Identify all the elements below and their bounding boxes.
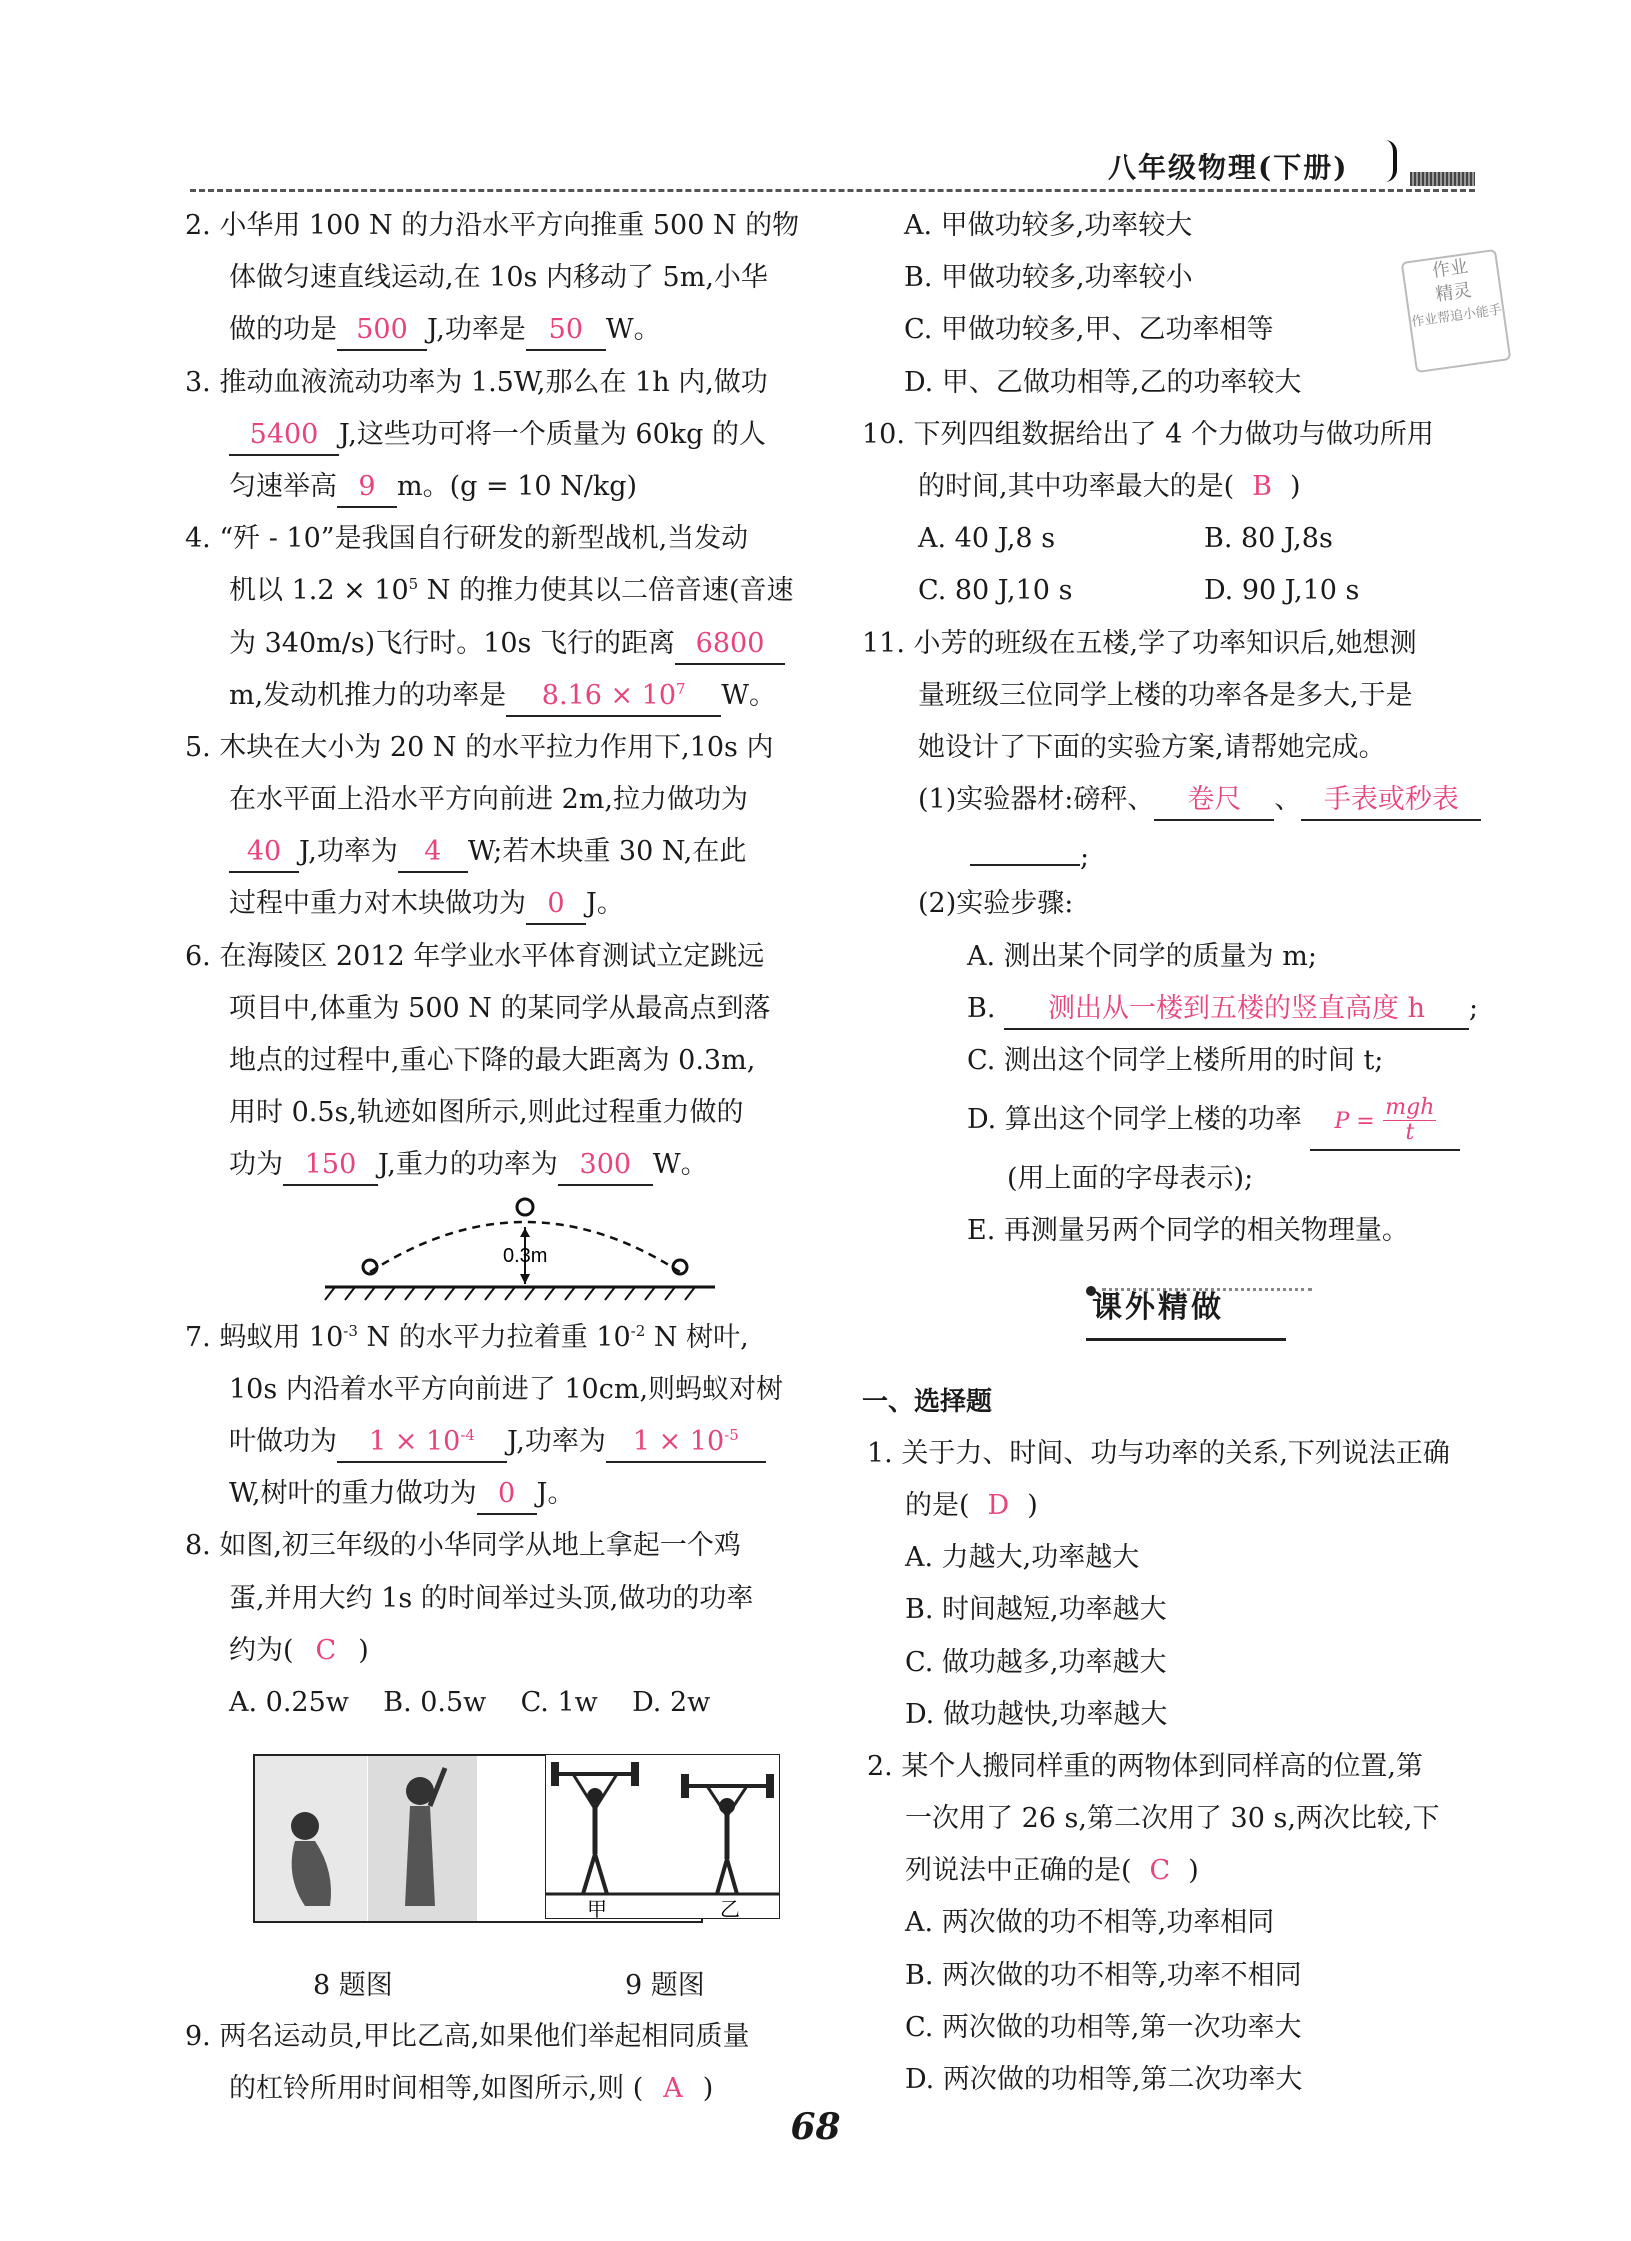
- text: W,树叶的重力做功为: [229, 1478, 477, 1510]
- answer-choice: C: [1149, 1855, 1171, 1887]
- label-jia: 甲: [587, 1897, 607, 1920]
- q10-options-row: [862, 565, 1492, 617]
- answer-blank: 卷尺: [1154, 781, 1274, 821]
- q9-option: D. 甲、乙做功相等,乙的功率较大: [904, 366, 1302, 398]
- stamp-line: 精灵: [1434, 279, 1473, 306]
- header-bracket: [1383, 140, 1397, 182]
- text: D. 算出这个同学上楼的功率: [967, 1104, 1302, 1136]
- text: J,功率为: [507, 1425, 606, 1457]
- figure-8-caption: 8 题图: [313, 1970, 393, 2002]
- option: C. 80 J,10 s: [918, 575, 1073, 607]
- q9-option: C. 甲做功较多,甲、乙功率相等: [904, 314, 1274, 346]
- text: 约为(: [229, 1634, 294, 1666]
- text: J,重力的功率为: [378, 1149, 558, 1181]
- text: J,这些功可将一个质量为 60kg 的人: [339, 418, 766, 450]
- p1-option: B. 两次做的功不相等,功率不相同: [905, 1959, 1302, 1991]
- q9-option: B. 甲做功较多,功率较小: [904, 262, 1193, 294]
- text: 9. 两名运动员,甲比乙高,如果他们举起相同质量: [185, 2021, 750, 2053]
- q7-line: [185, 1416, 825, 1468]
- p1-option: C. 做功越多,功率越大: [905, 1646, 1167, 1678]
- text: 列说法中正确的是(: [905, 1855, 1132, 1887]
- text: N 的水平力拉着重 10: [357, 1321, 631, 1353]
- p1-option: B. 时间越短,功率越大: [905, 1594, 1167, 1626]
- text: 2. 小华用 100 N 的力沿水平方向推重 500 N 的物: [185, 210, 800, 241]
- superscript: -5: [724, 1425, 739, 1444]
- answer-blank: 500: [337, 311, 427, 351]
- p1-option: A. 力越大,功率越大: [905, 1542, 1140, 1574]
- weightlifters-illustration: [545, 1754, 780, 1919]
- answer-blank: 4: [398, 833, 468, 873]
- option: D. 90 J,10 s: [1204, 575, 1360, 607]
- figure-9-image: [545, 1754, 780, 1919]
- part-heading: 一、选择题: [862, 1386, 993, 1417]
- text: 6. 在海陵区 2012 年学业水平体育测试立定跳远: [185, 940, 765, 972]
- p1-line: 一次用了 26 s,第二次用了 30 s,两次比较,下: [905, 1803, 1440, 1835]
- q4-line: [185, 513, 825, 565]
- text: 11. 小芳的班级在五楼,学了功率知识后,她想测: [862, 627, 1417, 659]
- answer-formula: [1310, 1091, 1460, 1151]
- q8-line: [185, 1520, 825, 1572]
- q5-line: [185, 774, 825, 826]
- text: 做的功是: [229, 314, 337, 346]
- q4-line: [185, 565, 825, 617]
- answer-choice: C: [315, 1634, 337, 1666]
- text: J,功率为: [299, 836, 398, 868]
- q7-line: [185, 1468, 825, 1520]
- superscript: 7: [676, 679, 686, 698]
- p1-option: D. 两次做的功相等,第二次功率大: [905, 2064, 1303, 2095]
- text: 用时 0.5s,轨迹如图所示,则此过程重力做的: [229, 1097, 744, 1129]
- superscript: -3: [343, 1321, 358, 1340]
- answer-text: 1 × 10: [369, 1425, 461, 1457]
- answer-text: 8.16 × 10: [541, 679, 677, 711]
- text: 10. 下列四组数据给出了 4 个力做功与做功所用: [862, 418, 1434, 450]
- text: ): [702, 2073, 714, 2105]
- text: N 树叶,: [645, 1321, 749, 1353]
- q8-line: [185, 1573, 825, 1625]
- text: m。(g = 10 N/kg): [397, 470, 638, 502]
- q3-line: [185, 461, 825, 513]
- q7-line: [185, 1364, 825, 1416]
- text: 的是(: [905, 1489, 970, 1521]
- q10-line: [862, 409, 1492, 461]
- q10-options-row: [862, 513, 1492, 565]
- p1-line: [862, 1845, 1492, 1897]
- text: ): [358, 1634, 369, 1666]
- text: 功为: [229, 1149, 283, 1181]
- answer-blank: 手表或秒表: [1301, 781, 1481, 821]
- answer-blank: [506, 677, 721, 717]
- answer-choice: D: [987, 1489, 1010, 1521]
- answer-choice: B: [1252, 470, 1272, 502]
- text: 体做匀速直线运动,在 10s 内移动了 5m,小华: [229, 262, 768, 294]
- text: 在水平面上沿水平方向前进 2m,拉力做功为: [229, 784, 748, 816]
- q11-line: [862, 618, 1492, 670]
- section-title: 课外精做: [1092, 1289, 1224, 1325]
- text: 10s 内沿着水平方向前进了 10cm,则蚂蚁对树: [229, 1373, 784, 1405]
- header-divider: [190, 189, 1475, 192]
- trajectory-diagram: [185, 1192, 825, 1312]
- q3-line: [185, 409, 825, 461]
- text: J,功率是: [427, 314, 526, 346]
- q2-line: [185, 200, 825, 252]
- figure-9-caption: 9 题图: [625, 1970, 705, 2002]
- q9-option: A. 甲做功较多,功率较大: [904, 210, 1193, 241]
- badge-underline: [1086, 1338, 1286, 1341]
- q5-line: [185, 722, 825, 774]
- q6-line: [185, 1087, 825, 1139]
- text: 的时间,其中功率最大的是(: [918, 470, 1235, 502]
- p1-line: [862, 1480, 1492, 1532]
- formula-denominator: t: [1405, 1120, 1415, 1146]
- stamp-line: 作业帮追小能手: [1410, 302, 1503, 331]
- text: (1)实验器材:磅秤、: [918, 784, 1155, 816]
- answer-choice: A: [663, 2073, 683, 2105]
- q11-line: [862, 826, 1492, 878]
- text: m,发动机推力的功率是: [229, 679, 507, 711]
- jump-trajectory-figure: [185, 1192, 825, 1312]
- q9-line: [185, 2011, 825, 2063]
- header-bar: [1410, 172, 1475, 186]
- section-badge: [862, 1258, 1492, 1376]
- q6-line: [185, 983, 825, 1035]
- q8-line: [185, 1625, 825, 1677]
- text: (2)实验步骤:: [918, 888, 1074, 920]
- q11-step: E. 再测量另两个同学的相关物理量。: [967, 1215, 1409, 1247]
- text: N 的推力使其以二倍音速(音速: [418, 575, 794, 607]
- q5-line: [185, 826, 825, 878]
- q11-step: [862, 983, 1492, 1035]
- answer-blank: 9: [337, 468, 397, 508]
- text: ;: [1469, 992, 1479, 1024]
- figure-captions: [185, 1959, 825, 2011]
- text: 5. 木块在大小为 20 N 的水平拉力作用下,10s 内: [185, 731, 774, 763]
- q11-step: (用上面的字母表示);: [1007, 1163, 1254, 1195]
- q7-line: [185, 1312, 825, 1364]
- superscript: 5: [408, 575, 419, 594]
- text: 量班级三位同学上楼的功率各是多大,于是: [918, 679, 1413, 711]
- answer-blank: [606, 1423, 766, 1463]
- formula-numerator: mgh: [1385, 1095, 1435, 1121]
- text: 过程中重力对木块做功为: [229, 888, 526, 920]
- text: 蛋,并用大约 1s 的时间举过头顶,做功的功率: [229, 1582, 754, 1614]
- text: 她设计了下面的实验方案,请帮她完成。: [918, 731, 1386, 763]
- text: W。: [605, 314, 661, 346]
- answer-blank: [337, 1423, 507, 1463]
- q11-step: A. 测出某个同学的质量为 m;: [967, 940, 1317, 972]
- option: B. 80 J,8s: [1204, 523, 1333, 555]
- p1-option: C. 两次做的功相等,第一次功率大: [905, 2011, 1302, 2043]
- answer-blank: 0: [526, 885, 586, 925]
- text: 4. “歼 - 10”是我国自行研发的新型战机,当发动: [185, 523, 749, 555]
- figure-8-image: [253, 1754, 482, 1923]
- q11-line: [862, 670, 1492, 722]
- text: J。: [536, 1478, 575, 1510]
- text: 的杠铃所用时间相等,如图所示,则 (: [229, 2073, 644, 2105]
- p1-line: 2. 某个人搬同样重的两物体到同样高的位置,第: [867, 1750, 1423, 1782]
- label-yi: 乙: [720, 1897, 740, 1920]
- p1-line: 1. 关于力、时间、功与功率的关系,下列说法正确: [867, 1437, 1450, 1469]
- text: ;: [1080, 842, 1090, 874]
- text: 叶做功为: [229, 1425, 337, 1457]
- formula-lhs: P =: [1334, 1109, 1375, 1135]
- answer-blank: 40: [229, 833, 299, 873]
- q11-line: [862, 774, 1492, 826]
- text: ): [1289, 470, 1301, 502]
- q11-line: [862, 878, 1492, 930]
- left-column: [185, 200, 825, 2115]
- text: 3. 推动血液流动功率为 1.5W,那么在 1h 内,做功: [185, 366, 768, 398]
- header-title: 八年级物理(下册): [1108, 151, 1349, 184]
- text: 7. 蚂蚁用 10: [185, 1321, 344, 1353]
- superscript: -2: [630, 1321, 646, 1340]
- answer-blank: 150: [283, 1146, 378, 1186]
- answer-blank: 6800: [675, 625, 785, 665]
- page-number: 68: [790, 2106, 841, 2148]
- text: W。: [652, 1149, 708, 1181]
- text: 、: [1274, 784, 1302, 816]
- text: 匀速举高: [229, 470, 337, 502]
- text: W。: [721, 679, 776, 711]
- q4-line: [185, 618, 825, 670]
- answer-blank: 50: [526, 311, 606, 351]
- text: 地点的过程中,重心下降的最大距离为 0.3m,: [229, 1045, 756, 1076]
- text: J。: [586, 888, 624, 920]
- option: A. 40 J,8 s: [918, 523, 1056, 555]
- answer-blank: 5400: [229, 416, 339, 456]
- q8-options: A. 0.25w B. 0.5w C. 1w D. 2w: [229, 1686, 711, 1718]
- q5-line: [185, 878, 825, 930]
- text: 为 340m/s)飞行时。10s 飞行的距离: [229, 627, 676, 659]
- q11-line: [862, 722, 1492, 774]
- text: 项目中,体重为 500 N 的某同学从最高点到落: [229, 992, 771, 1024]
- p1-option: A. 两次做的功不相等,功率相同: [905, 1907, 1275, 1939]
- q2-line: [185, 252, 825, 304]
- stamp-line: 作业: [1430, 256, 1470, 282]
- p1-option: D. 做功越快,功率越大: [905, 1698, 1168, 1730]
- answer-text: 1 × 10: [632, 1425, 725, 1457]
- q6-line: [185, 1035, 825, 1087]
- q6-line: [185, 1139, 825, 1191]
- q6-line: [185, 931, 825, 983]
- height-label: 0.3m: [503, 1244, 548, 1267]
- formula-fraction: [1383, 1096, 1436, 1145]
- text: B.: [967, 992, 996, 1024]
- q10-line: [862, 461, 1492, 513]
- text: 8. 如图,初三年级的小华同学从地上拿起一个鸡: [185, 1530, 741, 1562]
- q11-step: C. 测出这个同学上楼所用的时间 t;: [967, 1045, 1384, 1076]
- figures-row: [185, 1729, 825, 1959]
- q2-line: [185, 304, 825, 356]
- text: W;若木块重 30 N,在此: [467, 836, 747, 868]
- answer-blank: 0: [477, 1475, 537, 1515]
- text: ): [1188, 1855, 1199, 1887]
- q3-line: [185, 357, 825, 409]
- answer-blank: [970, 826, 1080, 866]
- egg-lift-illustration: [255, 1756, 480, 1921]
- answer-blank: 测出从一楼到五楼的竖直高度 h: [1004, 990, 1469, 1030]
- q4-line: [185, 670, 825, 722]
- q11-step: [862, 1087, 1492, 1153]
- right-column: [862, 200, 1492, 2106]
- text: ): [1027, 1489, 1038, 1521]
- text: 机以 1.2 × 10: [229, 575, 409, 607]
- superscript: -4: [460, 1425, 475, 1444]
- answer-blank: 300: [558, 1146, 653, 1186]
